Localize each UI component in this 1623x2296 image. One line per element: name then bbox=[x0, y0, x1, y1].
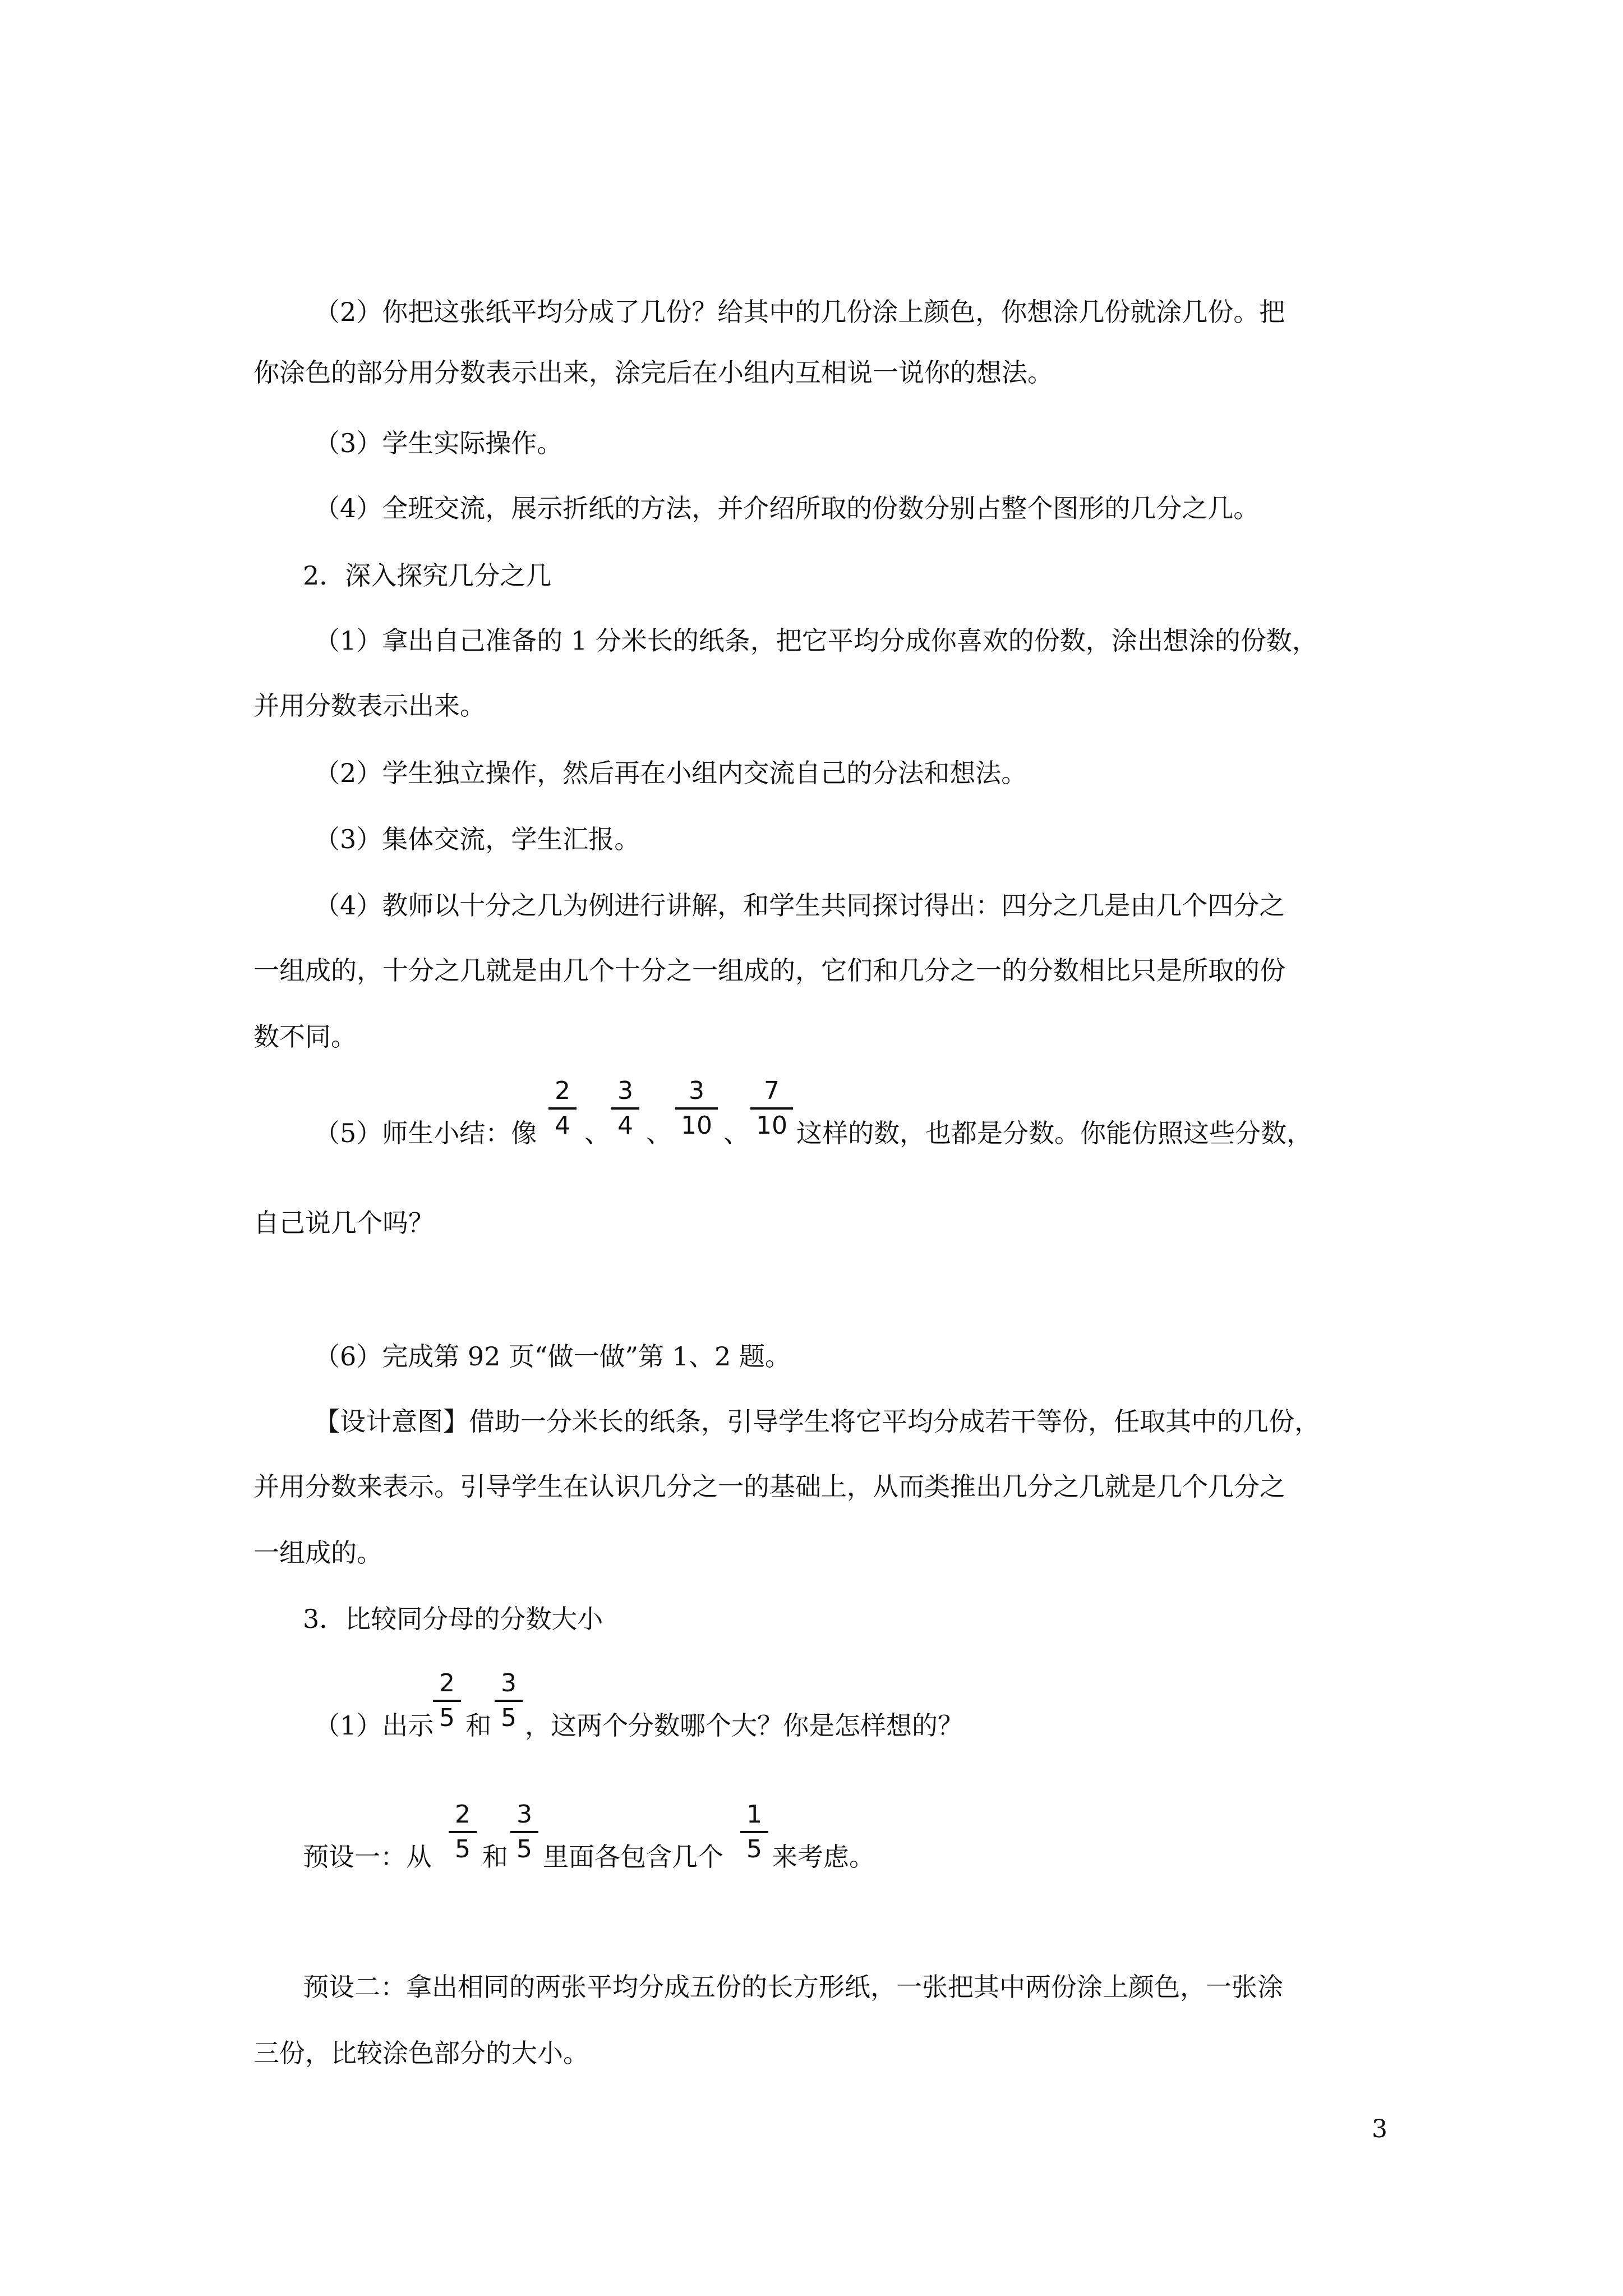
fraction-1-5: 1 5 bbox=[740, 1801, 768, 1864]
separator: 、 bbox=[584, 1118, 610, 1148]
and-word: 和 bbox=[465, 1710, 491, 1741]
fraction-2-4: 2 4 bbox=[548, 1077, 577, 1140]
paragraph-line: （6）完成第 92 页“做一做”第 1、2 题。 bbox=[314, 1341, 791, 1372]
question-text-end: ，这两个分数哪个大？你是怎样想的？ bbox=[525, 1710, 963, 1741]
paragraph-line: （2）学生独立操作，然后再在小组内交流自己的分法和想法。 bbox=[314, 758, 1027, 788]
preset-text-start: 预设一：从 bbox=[303, 1842, 432, 1872]
and-word: 和 bbox=[482, 1842, 508, 1872]
preset-text-end: 来考虑。 bbox=[772, 1842, 875, 1872]
fraction-3-5: 3 5 bbox=[510, 1801, 538, 1864]
paragraph-line: （3）学生实际操作。 bbox=[314, 428, 563, 458]
fraction-7-10: 7 10 bbox=[750, 1077, 793, 1140]
paragraph-line: 数不同。 bbox=[253, 1022, 357, 1052]
question-text-start: （1）出示 bbox=[314, 1710, 434, 1741]
paragraph-line: 一组成的，十分之几就是由几个十分之一组成的，它们和几分之一的分数相比只是所取的份 bbox=[253, 955, 1285, 986]
fraction-2-5: 2 5 bbox=[433, 1669, 461, 1732]
section-heading: 2．深入探究几分之几 bbox=[303, 560, 552, 591]
paragraph-line: 自己说几个吗？ bbox=[253, 1208, 434, 1238]
paragraph-line: 预设二：拿出相同的两张平均分成五份的长方形纸，一张把其中两份涂上颜色，一张涂 bbox=[303, 1972, 1283, 2002]
fraction-3-5: 3 5 bbox=[495, 1669, 523, 1732]
fraction-3-10: 3 10 bbox=[675, 1077, 718, 1140]
design-intent-line: 【设计意图】借助一分米长的纸条，引导学生将它平均分成若干等份，任取其中的几份， bbox=[314, 1406, 1320, 1437]
paragraph-line: （2）你把这张纸平均分成了几份？给其中的几份涂上颜色，你想涂几份就涂几份。把 bbox=[314, 297, 1285, 327]
paragraph-line: 一组成的。 bbox=[253, 1538, 382, 1568]
page-number: 3 bbox=[1372, 2115, 1387, 2143]
paragraph-line: 并用分数表示出来。 bbox=[253, 691, 486, 721]
separator: 、 bbox=[646, 1118, 672, 1148]
preset-text-middle: 里面各包含几个 bbox=[543, 1842, 723, 1872]
section-heading: 3．比较同分母的分数大小 bbox=[303, 1604, 603, 1634]
paragraph-line: 并用分数来表示。引导学生在认识几分之一的基础上，从而类推出几分之几就是几个几分之 bbox=[253, 1471, 1285, 1502]
paragraph-line: （4）教师以十分之几为例进行讲解，和学生共同探讨得出：四分之几是由几个四分之 bbox=[314, 890, 1285, 921]
separator: 、 bbox=[723, 1118, 749, 1148]
paragraph-line: （1）拿出自己准备的 1 分米长的纸条，把它平均分成你喜欢的份数，涂出想涂的份数， bbox=[314, 625, 1318, 656]
fraction-3-4: 3 4 bbox=[611, 1077, 639, 1140]
summary-text-start: （5）师生小结：像 bbox=[314, 1118, 537, 1148]
paragraph-line: 你涂色的部分用分数表示出来，涂完后在小组内互相说一说你的想法。 bbox=[253, 357, 1053, 388]
paragraph-line: （4）全班交流，展示折纸的方法，并介绍所取的份数分别占整个图形的几分之几。 bbox=[314, 493, 1260, 523]
paragraph-line: 三份，比较涂色部分的大小。 bbox=[253, 2038, 589, 2068]
paragraph-line: （3）集体交流，学生汇报。 bbox=[314, 824, 640, 854]
fraction-2-5: 2 5 bbox=[449, 1801, 477, 1864]
summary-text-end: 这样的数，也都是分数。你能仿照这些分数， bbox=[796, 1118, 1312, 1148]
